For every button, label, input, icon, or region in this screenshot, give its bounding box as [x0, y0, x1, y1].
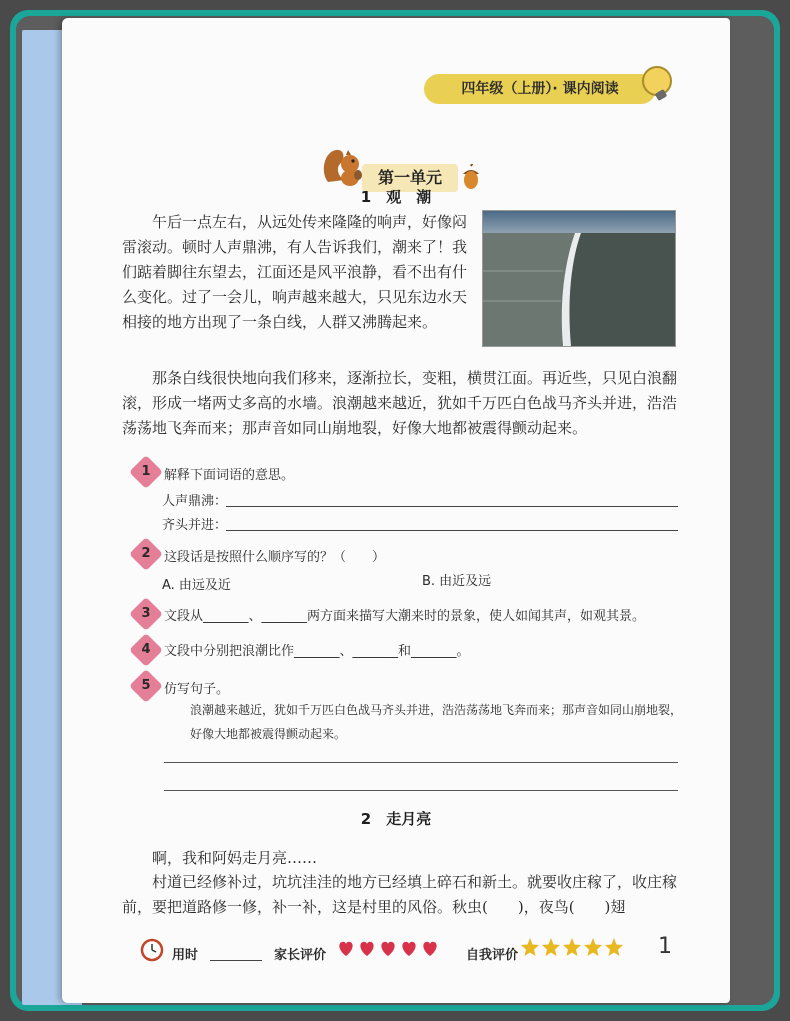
answer-line[interactable] [164, 790, 678, 791]
heart-icon [381, 942, 394, 956]
question-number-1: 1 [129, 455, 163, 489]
heart-icon [360, 942, 373, 956]
unit-title: 第一单元 [362, 164, 458, 192]
star-icon [584, 938, 602, 956]
clock-icon [140, 938, 164, 962]
lesson1-paragraph-2: 那条白线很快地向我们移来，逐渐拉长，变粗，横贯江面。再近些，只见白浪翻滚，形成一堵两丈多高的水墙。浪潮越来越近，犹如千万匹白色战马齐头并进，浩浩荡荡地飞奔而来；那声音如同山崩地裂，好像大地都被震得颤动起来。 [122, 369, 678, 437]
parent-evaluation-label: 家长评价 [274, 948, 327, 963]
page-number: 1 [658, 934, 672, 959]
squirrel-icon [320, 142, 366, 188]
question-1-item-2: 齐头并进： [162, 518, 228, 533]
heart-icon [423, 942, 436, 956]
question-5-quote: 浪潮越来越近，犹如千万匹白色战马齐头并进，浩浩荡荡地飞奔而来；那声音如同山崩地裂，好像大地都被震得颤动起来。 [190, 703, 683, 741]
lesson2-title: 2 走月亮 [360, 810, 432, 828]
lesson2-paragraph-1: 啊，我和阿妈走月亮…… [152, 849, 318, 867]
self-evaluation-label: 自我评价 [466, 948, 519, 963]
question-5-text: 仿写句子。 [164, 682, 230, 697]
lesson1-paragraph-1: 午后一点左右，从远处传来隆隆的响声，好像闷雷滚动。顿时人声鼎沸，有人告诉我们，潮来了！我们踮着脚往东望去，江面还是风平浪静，看不出有什么变化。过了一会儿，响声越来越大，只见东边水天相接的地方出现了一条白线，人群又沸腾起来。 [122, 213, 468, 331]
question-number-2: 2 [129, 537, 163, 571]
answer-line[interactable] [164, 762, 678, 763]
question-2-text: 这段话是按照什么顺序写的？（ ） [164, 550, 386, 565]
answer-line[interactable] [226, 506, 678, 507]
lesson2-paragraph-2: 村道已经修补过，坑坑洼洼的地方已经填上碎石和新土。就要收庄稼了，收庄稼前，要把道路修一修，补一补，这是村里的风俗。秋虫( )，夜鸟( )翅 [122, 873, 678, 916]
time-answer-line[interactable] [210, 960, 262, 961]
question-number-5: 5 [129, 669, 163, 703]
question-1-item-1: 人声鼎沸： [162, 494, 228, 509]
option-a[interactable]: A. 由远及近 [162, 578, 231, 593]
star-icon [521, 938, 539, 956]
star-icon [542, 938, 560, 956]
question-number-4: 4 [129, 633, 163, 667]
question-1-text: 解释下面词语的意思。 [164, 468, 295, 483]
time-label: 用时 [172, 948, 199, 963]
heart-icon [339, 942, 352, 956]
tidal-bore-photo [482, 210, 676, 347]
answer-line[interactable] [226, 530, 678, 531]
question-4-text: 文段中分别把浪潮比作_______、_______和_______。 [164, 644, 470, 659]
option-b[interactable]: B. 由近及远 [422, 574, 492, 589]
self-rating-stars[interactable] [520, 936, 630, 960]
star-icon [605, 938, 623, 956]
question-number-3: 3 [129, 597, 163, 631]
grade-banner: 四年级（上册）· 课内阅读 [424, 74, 656, 104]
workbook-page [62, 18, 730, 1003]
question-3-text: 文段从_______、_______两方面来描写大潮来时的景象，使人如闻其声，如观其景。 [164, 609, 646, 624]
star-icon [563, 938, 581, 956]
parent-rating-hearts[interactable] [336, 936, 446, 960]
heart-icon [402, 942, 415, 956]
lesson1-title: 1 观 潮 [360, 188, 432, 206]
